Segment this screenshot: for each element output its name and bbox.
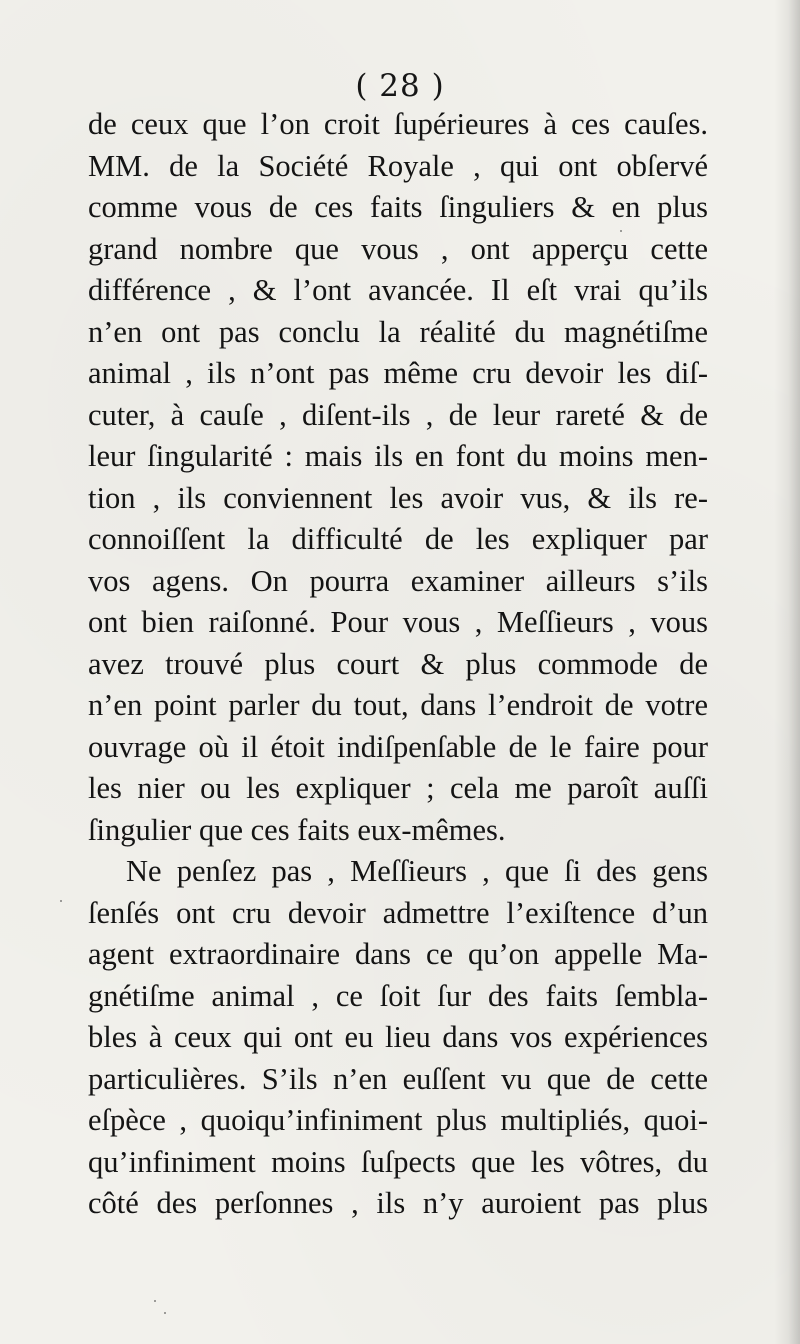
text-line: ſingulier que ces faits eux-mêmes. (88, 812, 506, 847)
text-line: tion , ils conviennent les avoir vus, & ils re- (88, 480, 708, 515)
text-line: n’en point parler du tout, dans l’endroit de votre (88, 688, 708, 722)
text-line: avez trouvé plus court & plus commode de (88, 646, 708, 681)
text-line: différence , & l’ont avancée. Il eſt vrai qu’ils (88, 273, 708, 307)
paper-speck (164, 1312, 166, 1314)
text-line: Ne penſez pas , Meſſieurs , que ſi des gens (126, 854, 708, 888)
text-line: animal , ils n’ont pas même cru devoir les diſ- (88, 356, 708, 390)
text-line: vos agens. On pourra examiner ailleurs s’ils (88, 563, 708, 598)
text-line: côté des perſonnes , ils n’y auroient pas plus (88, 1186, 708, 1220)
page-number: ( 28 ) (355, 68, 445, 104)
text-line: agent extraordinaire dans ce qu’on appelle Ma- (88, 937, 708, 971)
text-line: ont bien raiſonné. Pour vous , Meſſieurs , vous (88, 605, 708, 639)
text-line: les nier ou les expliquer ; cela me paroît auſſi (88, 771, 708, 805)
page-edge-shadow (774, 0, 800, 1344)
text-line: de ceux que l’on croit ſupérieures à ces cauſes. (88, 107, 708, 141)
text-line: gnétiſme animal , ce ſoit ſur des faits ſembla- (88, 978, 708, 1013)
text-line: ouvrage où il étoit indiſpenſable de le faire pour (88, 729, 708, 764)
body-text (88, 104, 708, 1225)
text-line: connoiſſent la difficulté de les expliquer par (88, 522, 708, 556)
text-line: eſpèce , quoiqu’infiniment plus multipliés, quoi- (88, 1103, 708, 1137)
text-line: comme vous de ces faits ſinguliers & en plus (88, 190, 708, 224)
text-line: ſenſés ont cru devoir admettre l’exiſtence d’un (88, 895, 708, 930)
paper-speck (620, 230, 622, 232)
text-line: n’en ont pas conclu la réalité du magnétiſme (88, 314, 708, 349)
text-line: leur ſingularité : mais ils en font du moins men- (88, 439, 708, 473)
text-line: MM. de la Société Royale , qui ont obſervé (88, 148, 708, 183)
paper-speck (60, 900, 62, 902)
text-line: qu’infiniment moins ſuſpects que les vôtres, du (88, 1144, 708, 1179)
text-line: grand nombre que vous , ont apperçu cette (88, 231, 708, 266)
text-line: particulières. S’ils n’en euſſent vu que de cette (88, 1061, 708, 1096)
text-line: cuter, à cauſe , diſent-ils , de leur rareté & de (88, 397, 708, 432)
text-line: bles à ceux qui ont eu lieu dans vos expériences (88, 1020, 708, 1054)
paper-speck (154, 1300, 156, 1302)
